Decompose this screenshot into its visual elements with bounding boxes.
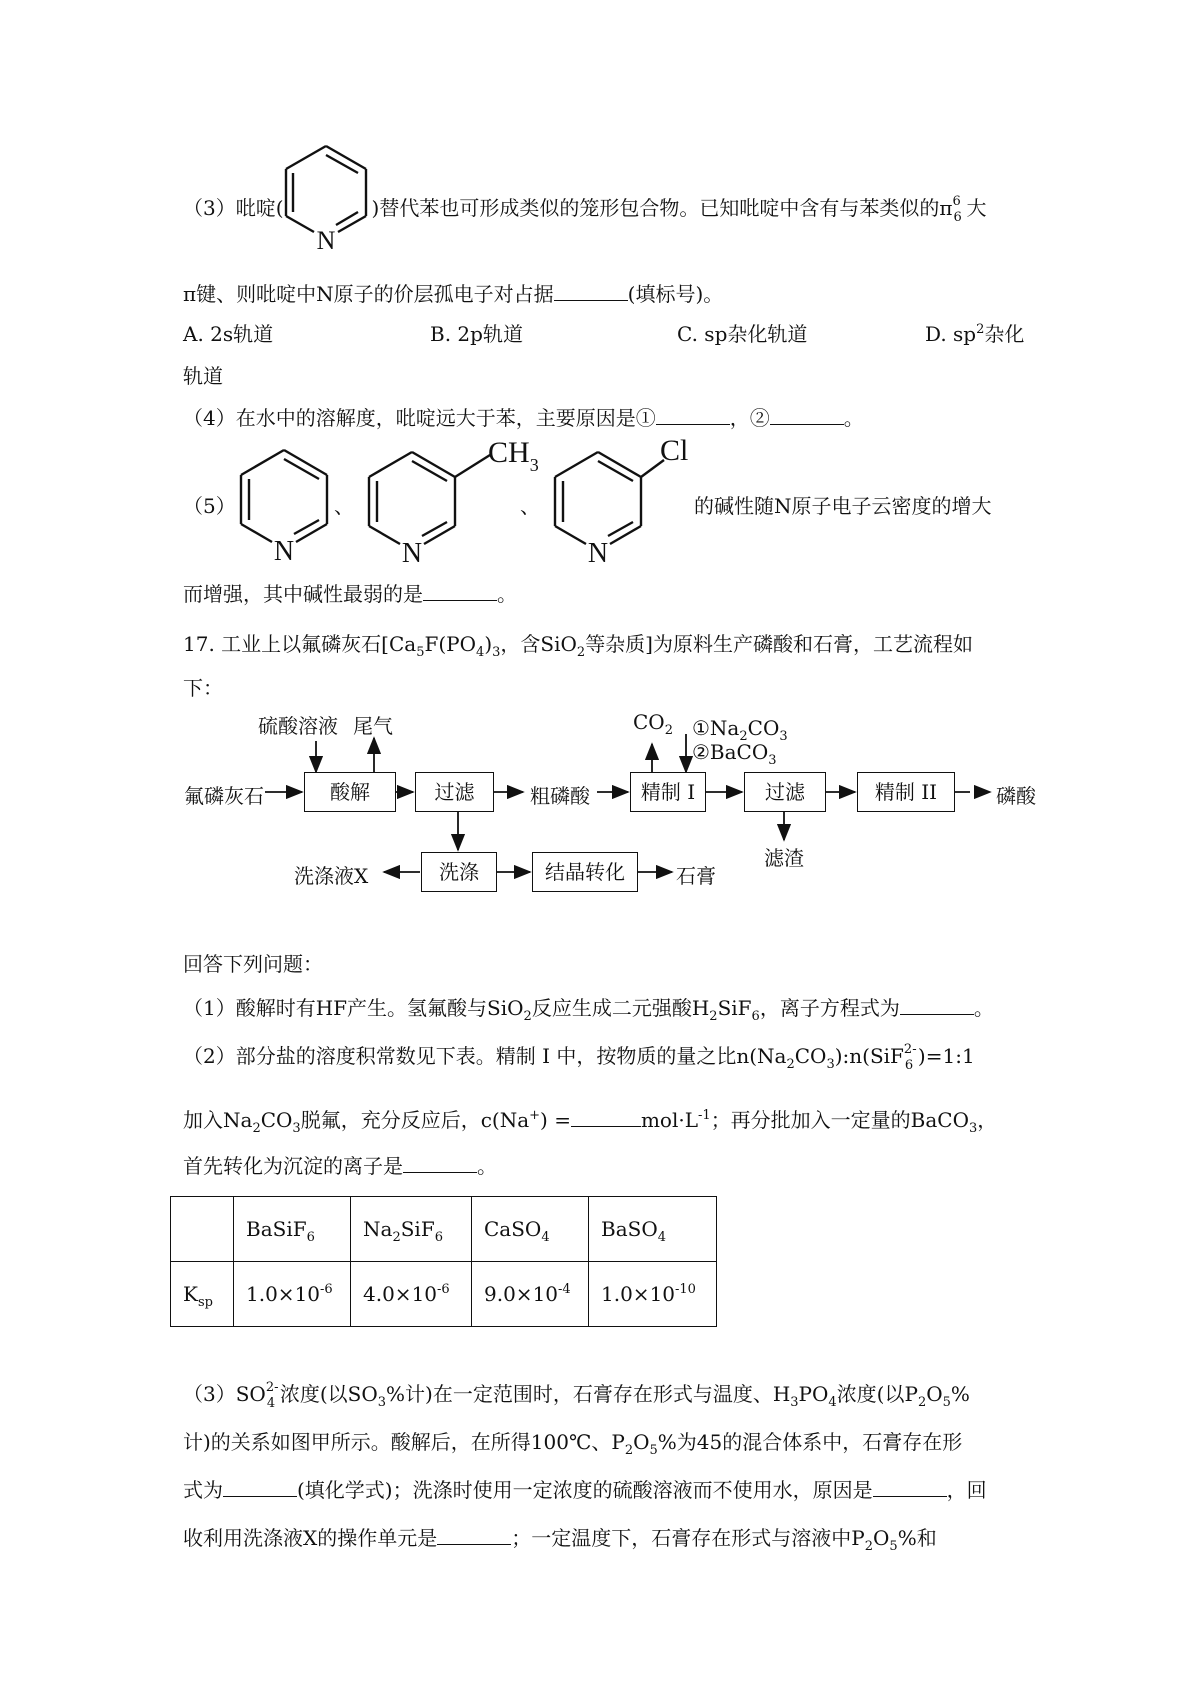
answer-blank[interactable] <box>873 1478 947 1497</box>
q3-option-b: B. 2p轨道 <box>430 322 523 346</box>
answer-blank[interactable] <box>900 996 974 1015</box>
flow-sulfuric-acid-input: 硫酸溶液 <box>258 714 338 738</box>
q17-intro-line2: 下： <box>183 676 223 700</box>
q17-part3-line1: （3）SO 2- 4 浓度(以$SO_3\%$计)在一定范围时，石膏存在形式与温度、$H_3PO_4$浓度(以$P_2O_5\%$ <box>183 1379 970 1411</box>
flow-gypsum: 石膏 <box>676 864 716 888</box>
q3-line2: π键、则吡啶中N原子的价层孤电子对占据 (填标号)。 <box>183 282 724 306</box>
q5-line2: 而增强，其中碱性最弱的是 。 <box>183 582 517 606</box>
flow-crude-phosphoric-acid: 粗磷酸 <box>530 784 590 808</box>
flow-step-crystallization: 结晶转化 <box>532 852 638 892</box>
flow-raw-material: 氟磷灰石 <box>184 784 264 808</box>
table-header-cell: BaSiF$_6$ <box>234 1197 351 1262</box>
flow-step-filter-1: 过滤 <box>415 772 494 812</box>
q17-intro: 17. 工业上以氟磷灰石[$Ca_5F(PO_4)_3$，含SiO$_2$等杂质]为原料生产磷酸和石膏，工艺流程如 <box>183 632 973 660</box>
flow-step-filter-2: 过滤 <box>744 772 826 812</box>
table-cell: $4.0\times 10^{-6}$ <box>351 1262 472 1327</box>
flow-product-phosphoric-acid: 磷酸 <box>996 784 1036 808</box>
table-header-cell: BaSO$_4$ <box>589 1197 717 1262</box>
flow-step-acidolysis: 酸解 <box>304 772 396 812</box>
flow-step-washing: 洗涤 <box>421 852 497 892</box>
q3-option-d: D. $sp^2$杂化 <box>925 322 1025 346</box>
svg-text:Cl: Cl <box>660 434 689 467</box>
table-cell: $9.0\times 10^{-4}$ <box>472 1262 589 1327</box>
svg-text:CH3: $CH_3$ <box>488 436 539 475</box>
flow-filter-residue: 滤渣 <box>764 846 804 870</box>
q5-tail: 的碱性随N原子电子云密度的增大 <box>694 494 992 518</box>
ksp-table <box>170 1196 717 1327</box>
table-cell: $1.0\times 10^{-6}$ <box>234 1262 351 1327</box>
q5-label: （5） <box>183 494 236 518</box>
table-cell: $1.0\times 10^{-10}$ <box>589 1262 717 1327</box>
q3-option-d-continued: 轨道 <box>183 364 223 388</box>
table-header-cell: $Na_2SiF_6$ <box>351 1197 472 1262</box>
svg-text:N: N <box>273 536 295 567</box>
q17-part3-line4: 收利用洗涤液X的操作单元是 ；一定温度下，石膏存在形式与溶液中$P_2O_5\%$和 <box>183 1526 937 1554</box>
svg-text:N: N <box>587 538 609 569</box>
q17-part2-line1: （2）部分盐的溶度积常数见下表。精制 I 中，按物质的量之比$n(Na_2CO_3):n(SiF$ 2- 6 )=1:1 <box>183 1041 975 1073</box>
q5-separator: 、 <box>520 494 540 518</box>
table-row <box>171 1262 717 1327</box>
answer-blank[interactable] <box>571 1108 641 1127</box>
flow-co2-output: $CO_2$ <box>633 710 673 738</box>
q17-part1: （1）酸解时有HF产生。氢氟酸与SiO$_2$反应生成二元强酸$H_2SiF_6$，离子方程式为 。 <box>183 996 994 1024</box>
q17-part2-line2: 加入$Na_2CO_3$脱氟，充分反应后，$c(Na^+) = mol\cdot L^{-1}$；再分批加入一定量的BaCO$_3$， <box>183 1108 998 1136</box>
svg-text:N: N <box>401 538 423 569</box>
table-row-label: $K_{sp}$ <box>171 1262 234 1327</box>
pi-symbol: π 6 6 <box>939 193 962 225</box>
answer-blank[interactable] <box>403 1154 477 1173</box>
answer-blank[interactable] <box>437 1526 511 1545</box>
flow-wash-liquid-x: 洗涤液X <box>294 864 369 888</box>
q4-text: （4）在水中的溶解度，吡啶远大于苯，主要原因是① ，② 。 <box>183 406 864 430</box>
q17-part2-line3: 首先转化为沉淀的离子是 。 <box>183 1154 497 1178</box>
q17-answer-prompt: 回答下列问题： <box>183 952 323 976</box>
q17-part3-line2: 计)的关系如图甲所示。酸解后，在所得100℃、$P_2O_5\%$为45的混合体系中，石膏存在形 <box>183 1430 963 1458</box>
flow-step-refine-2: 精制 II <box>857 772 955 812</box>
q5-separator: 、 <box>334 494 354 518</box>
q3-option-a: A. 2s轨道 <box>183 322 274 346</box>
table-header-cell: CaSO$_4$ <box>472 1197 589 1262</box>
flow-reagent-2: ②BaCO$_3$ <box>692 740 777 768</box>
flow-reagent-1: $①Na_2CO_3$ <box>692 716 788 744</box>
flow-tail-gas: 尾气 <box>353 714 393 738</box>
answer-blank[interactable] <box>223 1478 297 1497</box>
q3-line1: （3）吡啶( )替代苯也可形成类似的笼形包合物。已知吡啶中含有与苯类似的π 6 6 大 <box>183 193 987 225</box>
flow-step-refine-1: 精制 I <box>630 772 706 812</box>
svg-text:N: N <box>316 226 336 255</box>
table-header-row <box>171 1197 717 1262</box>
q3-option-c: C. sp杂化轨道 <box>677 322 808 346</box>
q17-part3-line3: 式为 (填化学式)；洗涤时使用一定浓度的硫酸溶液而不使用水，原因是 ，回 <box>183 1478 987 1502</box>
